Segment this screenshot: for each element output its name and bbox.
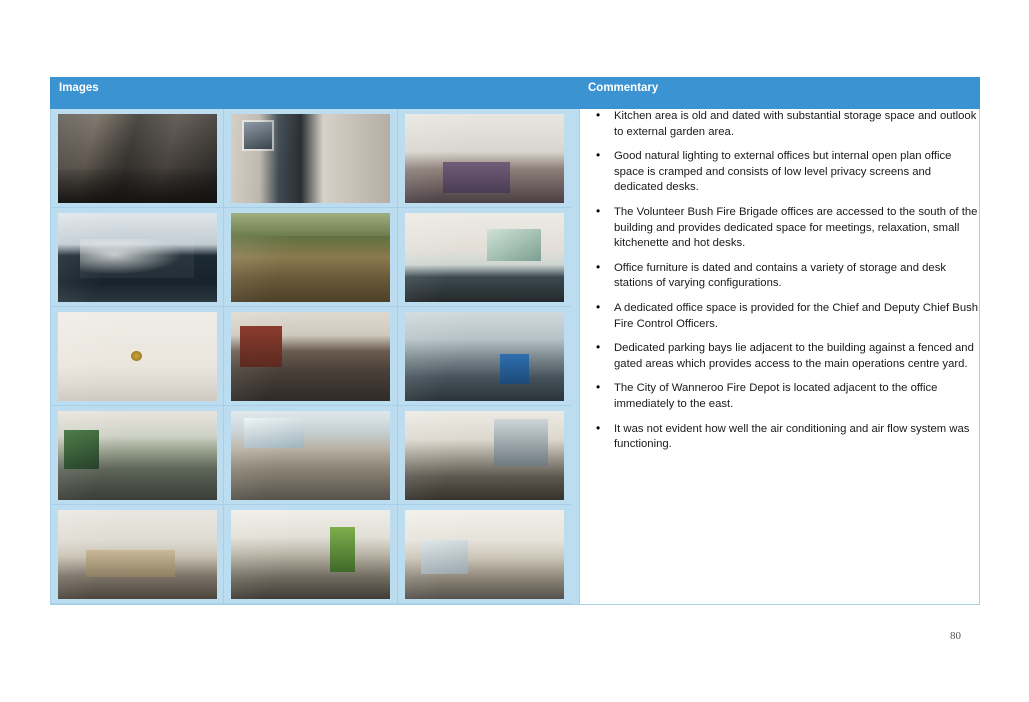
table-header-row — [51, 78, 980, 109]
photo-office-desks-with-storage-trays — [405, 510, 564, 599]
images-commentary-table — [50, 77, 980, 605]
photo-glare — [405, 213, 564, 302]
header-cell-images: Images — [51, 78, 580, 109]
image-cell-4-3 — [398, 406, 571, 505]
photo-open-plan-office-with-window-and-plants — [58, 411, 217, 500]
photo-glare — [58, 114, 217, 203]
photo-cleared-bushland-paddock-outside — [231, 213, 390, 302]
list-item: • Kitchen area is old and dated with substantial storage space and outlook to external garden area. — [596, 109, 979, 140]
photo-glare — [405, 114, 564, 203]
photo-glare — [58, 312, 217, 401]
photo-glare — [405, 411, 564, 500]
photo-glare — [58, 510, 217, 599]
image-cell-5-2 — [224, 505, 397, 604]
photo-meeting-room-with-purple-seating — [405, 114, 564, 203]
photo-glare — [405, 510, 564, 599]
photo-glare — [231, 312, 390, 401]
photo-glazed-office-partition-with-recycling-bin — [405, 312, 564, 401]
header-cell-commentary: Commentary — [580, 78, 980, 109]
commentary-cell — [580, 109, 980, 605]
photo-office-workstations-dark-room — [58, 114, 217, 203]
list-item: • Office furniture is dated and contains a variety of storage and desk stations of varying configurations. — [596, 261, 979, 292]
list-item: • It was not evident how well the air conditioning and air flow system was functioning. — [596, 422, 979, 453]
list-item: • A dedicated office space is provided for the Chief and Deputy Chief Bush Fire Control Officers. — [596, 301, 979, 332]
list-item: • Good natural lighting to external offices but internal open plan office space is cramped and consists of low level privacy screens and dedicated desks. — [596, 149, 979, 196]
page-number: 80 — [950, 630, 961, 642]
photo-glare — [231, 411, 390, 500]
image-cell-3-3 — [398, 307, 571, 406]
list-item: • The City of Wanneroo Fire Depot is located adjacent to the office immediately to the east. — [596, 381, 979, 412]
table-body-row — [51, 109, 980, 605]
image-cell-4-2 — [224, 406, 397, 505]
photo-office-wall-with-jackets-and-noticeboard — [231, 114, 390, 203]
list-item: • The Volunteer Bush Fire Brigade offices are accessed to the south of the building and provides dedicated space for meetings, relaxation, small kitchenette and hot desks. — [596, 205, 979, 252]
photo-glare — [231, 213, 390, 302]
photo-glare — [58, 213, 217, 302]
image-cell-1-3 — [398, 109, 571, 208]
image-cell-4-1 — [51, 406, 224, 505]
commentary-list — [580, 109, 979, 453]
photo-office-corridor-with-workstations — [405, 411, 564, 500]
image-cell-1-2 — [224, 109, 397, 208]
photo-glare — [231, 510, 390, 599]
photo-staff-working-at-open-plan-desks — [231, 510, 390, 599]
images-cell — [51, 109, 580, 605]
photo-kitchenette-with-bench-and-window — [231, 411, 390, 500]
image-cell-2-3 — [398, 208, 571, 307]
image-cell-2-1 — [51, 208, 224, 307]
image-cell-3-1 — [51, 307, 224, 406]
photo-wanneroo-bush-fire-brigade-window-signage — [58, 213, 217, 302]
photo-small-office-with-whiteboard — [405, 213, 564, 302]
photo-glare — [405, 312, 564, 401]
photo-plain-door-with-brass-handle — [58, 312, 217, 401]
image-cell-5-3 — [398, 505, 571, 604]
image-cell-5-1 — [51, 505, 224, 604]
image-cell-2-2 — [224, 208, 397, 307]
image-cell-3-2 — [224, 307, 397, 406]
image-grid — [51, 109, 579, 604]
photo-glare — [231, 114, 390, 203]
photo-meeting-table-with-chairs-and-whiteboard — [58, 510, 217, 599]
photo-open-plan-office-desks-and-shelving — [231, 312, 390, 401]
photo-glare — [58, 411, 217, 500]
list-item: • Dedicated parking bays lie adjacent to the building against a fenced and gated areas which provides access to the main operations centre yard. — [596, 341, 979, 372]
image-cell-1-1 — [51, 109, 224, 208]
